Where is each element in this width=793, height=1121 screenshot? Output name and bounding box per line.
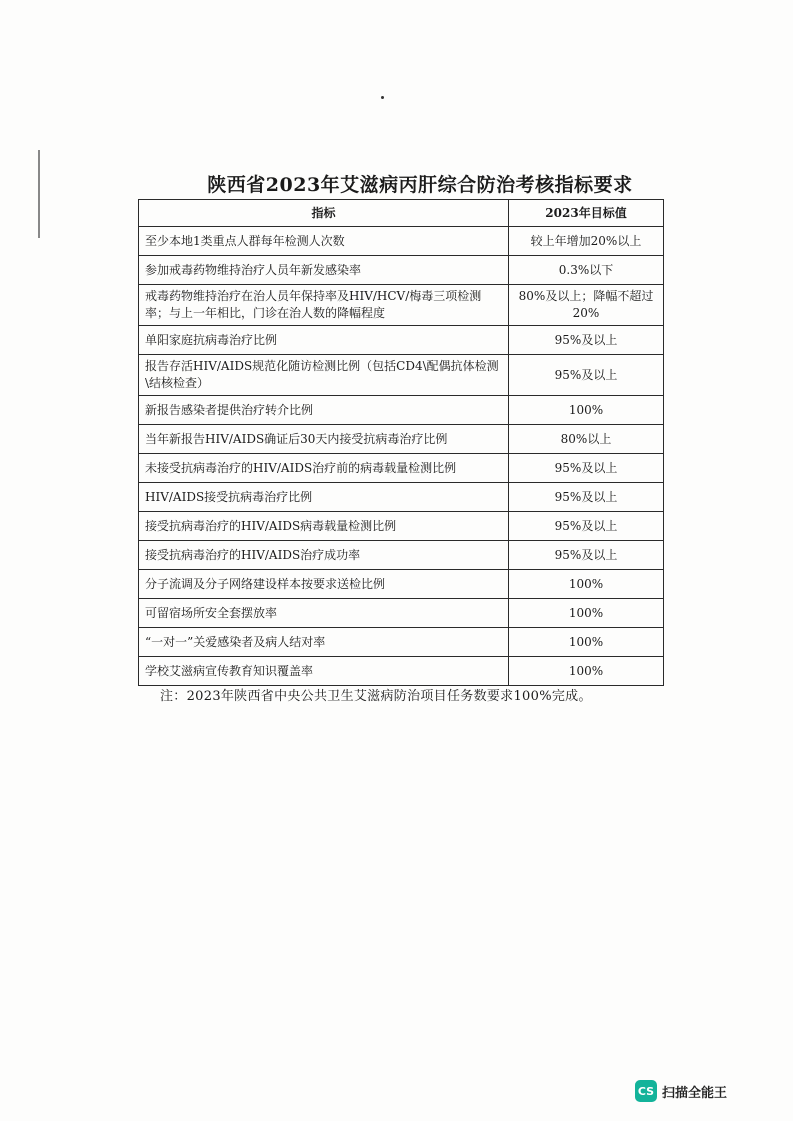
indicator-cell: 接受抗病毒治疗的HIV/AIDS治疗成功率 [139, 541, 509, 570]
table-row [139, 512, 664, 541]
scan-margin-mark [38, 150, 40, 238]
target-cell: 100% [509, 628, 664, 657]
indicator-cell: 可留宿场所安全套摆放率 [139, 599, 509, 628]
table-row [139, 227, 664, 256]
indicator-cell: 学校艾滋病宣传教育知识覆盖率 [139, 657, 509, 686]
header-indicator: 指标 [139, 200, 509, 227]
indicator-cell: 戒毒药物维持治疗在治人员年保持率及HIV/HCV/梅毒三项检测率；与上一年相比，门诊在治人数的降幅程度 [139, 285, 509, 326]
table-row [139, 326, 664, 355]
target-cell: 95%及以上 [509, 483, 664, 512]
scanner-watermark [635, 1080, 727, 1102]
indicator-cell: 分子流调及分子网络建设样本按要求送检比例 [139, 570, 509, 599]
target-cell: 100% [509, 396, 664, 425]
indicator-cell: 未接受抗病毒治疗的HIV/AIDS治疗前的病毒载量检测比例 [139, 454, 509, 483]
indicator-cell: 报告存活HIV/AIDS规范化随访检测比例（包括CD4\配偶抗体检测\结核检查） [139, 355, 509, 396]
table-row [139, 425, 664, 454]
table-row [139, 454, 664, 483]
indicator-cell: “一对一”关爱感染者及病人结对率 [139, 628, 509, 657]
target-cell: 较上年增加20%以上 [509, 227, 664, 256]
table-row [139, 256, 664, 285]
target-cell: 95%及以上 [509, 355, 664, 396]
watermark-app-name: 扫描全能王 [662, 1085, 728, 1101]
indicator-cell: HIV/AIDS接受抗病毒治疗比例 [139, 483, 509, 512]
indicator-table [138, 199, 664, 686]
table-row [139, 599, 664, 628]
footnote: 注：2023年陕西省中央公共卫生艾滋病防治项目任务数要求100%完成。 [160, 689, 592, 704]
target-cell: 95%及以上 [509, 541, 664, 570]
indicator-cell: 当年新报告HIV/AIDS确证后30天内接受抗病毒治疗比例 [139, 425, 509, 454]
document-title: 陕西省2023年艾滋病丙肝综合防治考核指标要求 [207, 174, 633, 196]
table-row [139, 355, 664, 396]
table-body [139, 227, 664, 686]
target-cell: 95%及以上 [509, 454, 664, 483]
target-cell: 100% [509, 570, 664, 599]
table-header-row [139, 200, 664, 227]
table-row [139, 541, 664, 570]
target-cell: 95%及以上 [509, 512, 664, 541]
table-row [139, 628, 664, 657]
indicator-cell: 接受抗病毒治疗的HIV/AIDS病毒载量检测比例 [139, 512, 509, 541]
target-cell: 100% [509, 599, 664, 628]
scan-speck [381, 96, 384, 99]
table-row [139, 396, 664, 425]
header-target: 2023年目标值 [509, 200, 664, 227]
table-row [139, 570, 664, 599]
target-cell: 80%及以上；降幅不超过20% [509, 285, 664, 326]
camscanner-logo-icon: CS [635, 1080, 657, 1102]
indicator-cell: 参加戒毒药物维持治疗人员年新发感染率 [139, 256, 509, 285]
indicator-cell: 至少本地1类重点人群每年检测人次数 [139, 227, 509, 256]
indicator-cell: 单阳家庭抗病毒治疗比例 [139, 326, 509, 355]
target-cell: 80%以上 [509, 425, 664, 454]
indicator-cell: 新报告感染者提供治疗转介比例 [139, 396, 509, 425]
target-cell: 100% [509, 657, 664, 686]
table-row [139, 483, 664, 512]
table-row [139, 285, 664, 326]
target-cell: 95%及以上 [509, 326, 664, 355]
target-cell: 0.3%以下 [509, 256, 664, 285]
